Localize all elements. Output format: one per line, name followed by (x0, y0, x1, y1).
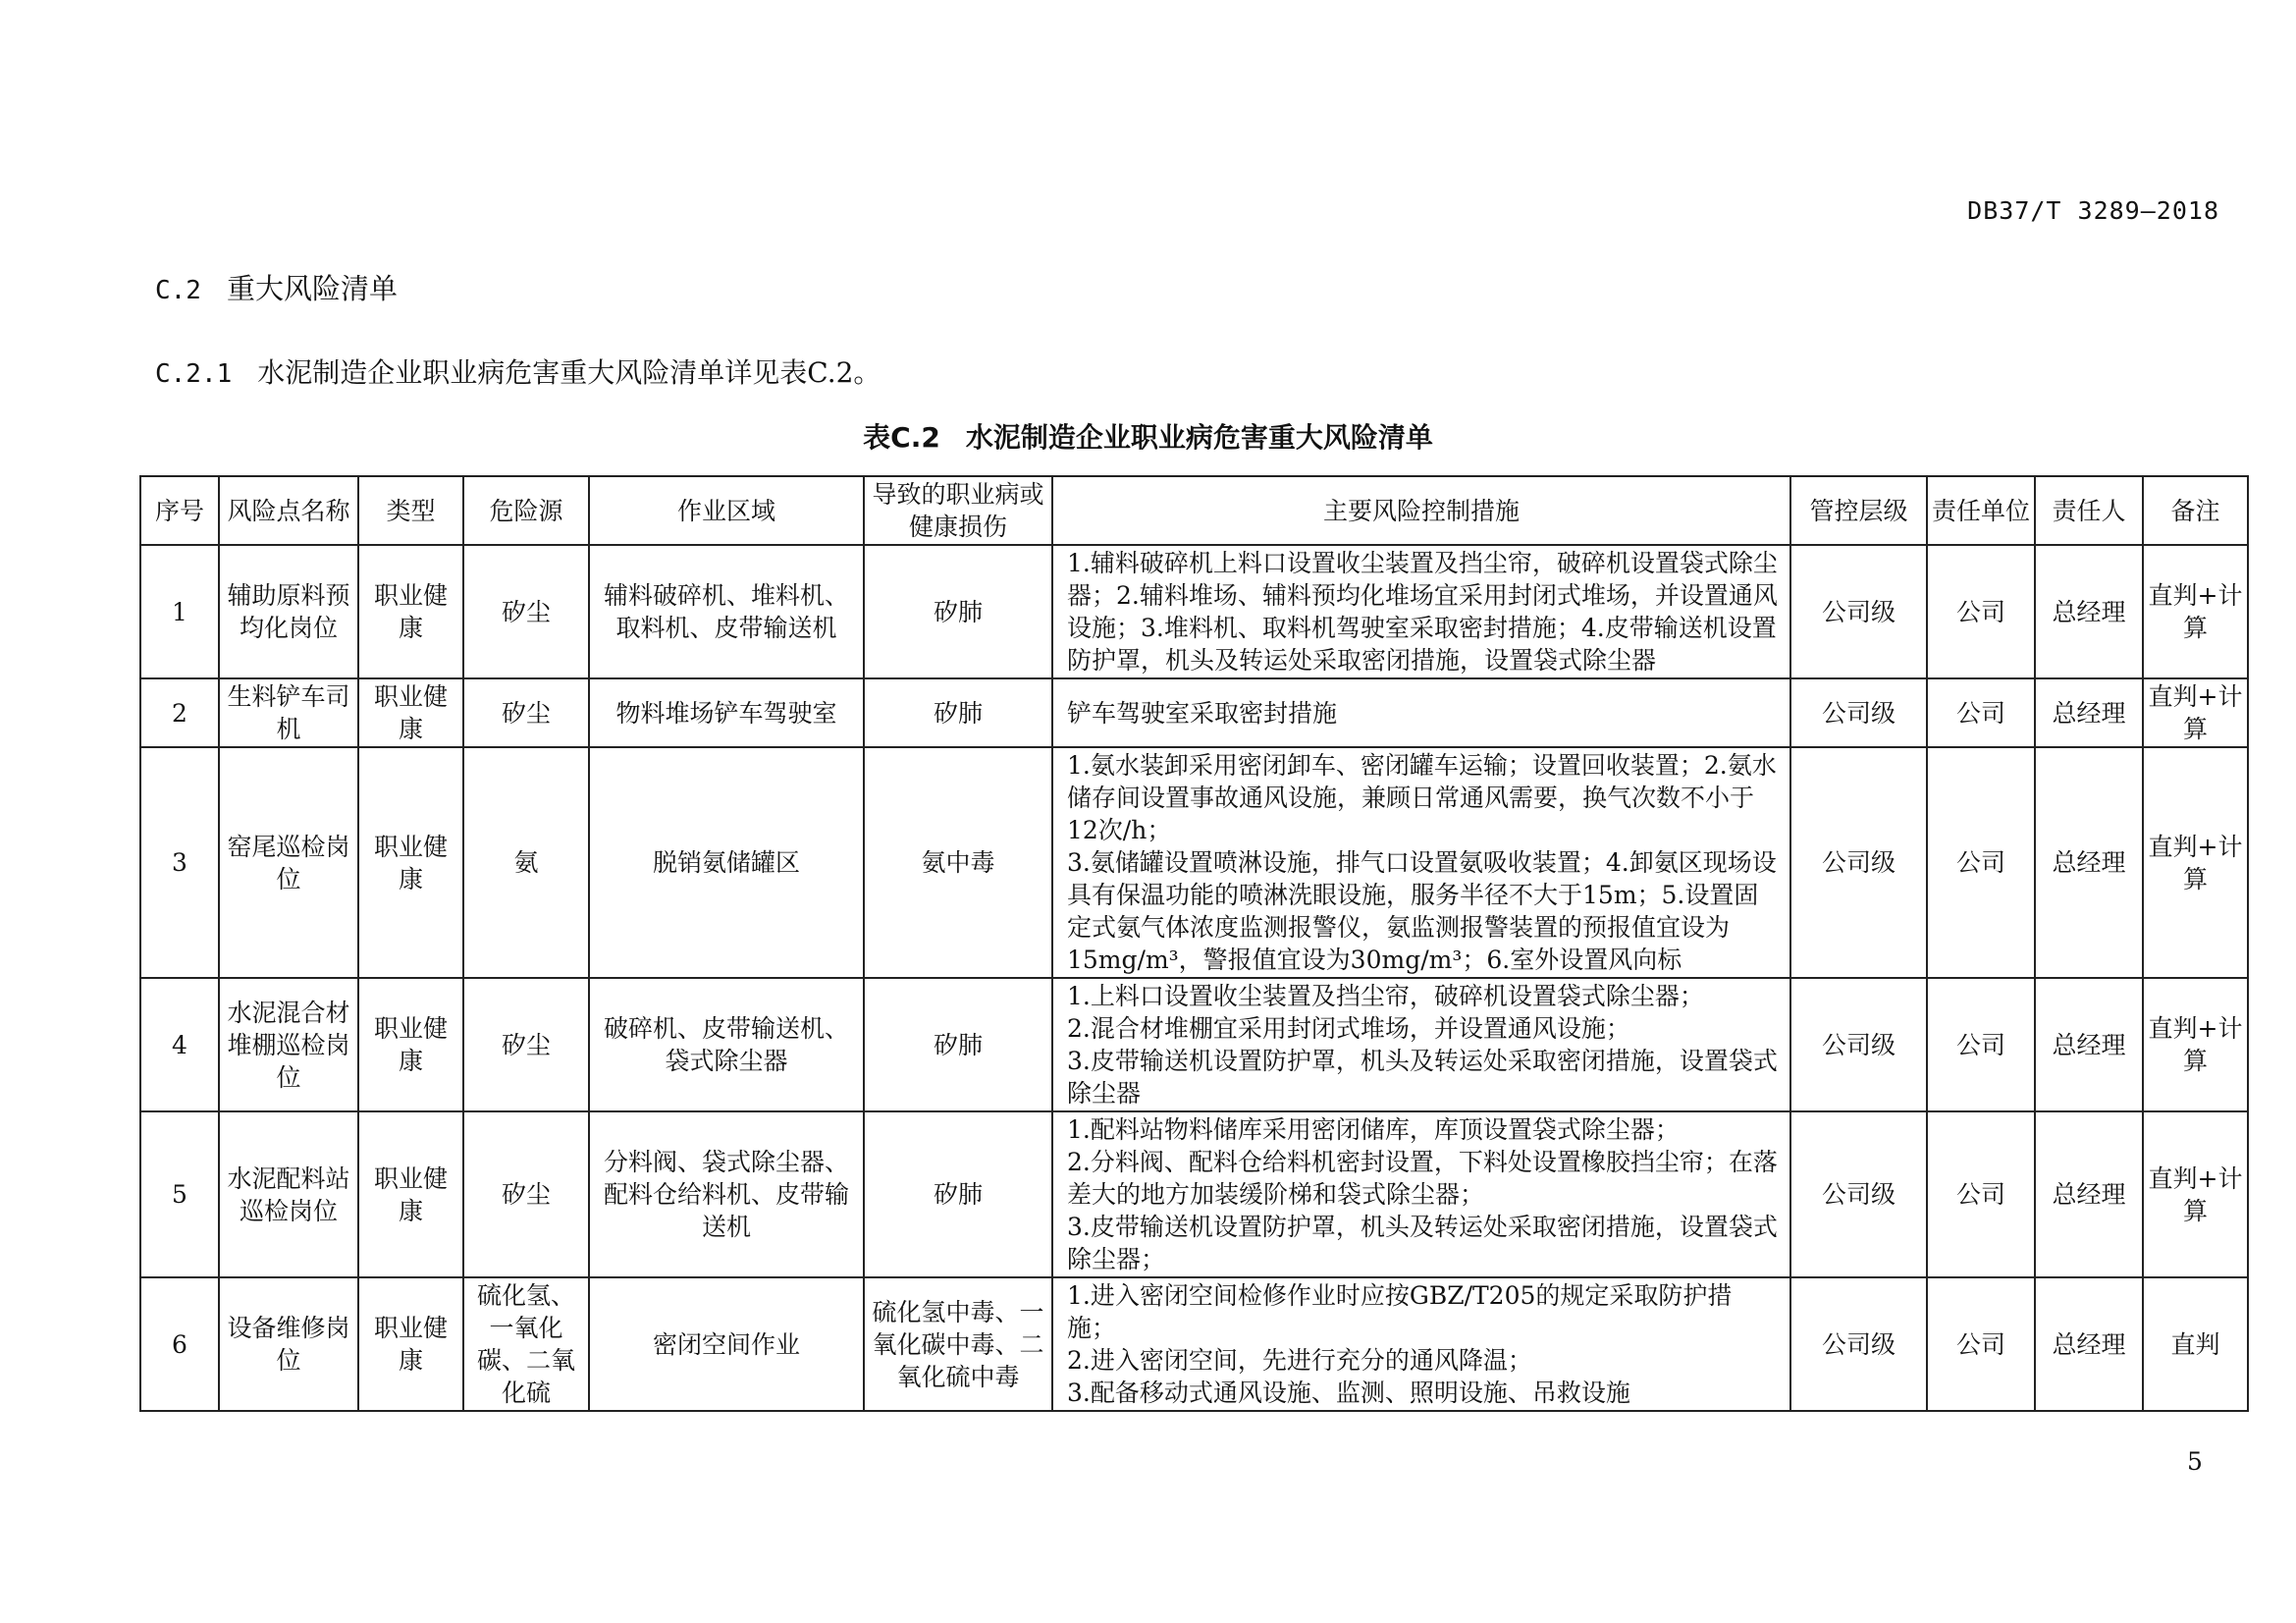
cell-measures (1052, 1277, 1790, 1411)
cell-no: 4 (140, 978, 219, 1111)
cell-unit: 公司 (1927, 747, 2035, 978)
cell-hazard: 硫化氢、一氧化碳、二氧化硫 (463, 1277, 589, 1411)
table-caption-number: 表C.2 (863, 421, 940, 454)
cell-type: 职业健康 (358, 678, 463, 747)
table-row (140, 978, 2248, 1111)
cell-risk-point: 生料铲车司机 (219, 678, 358, 747)
cell-no: 6 (140, 1277, 219, 1411)
cell-type: 职业健康 (358, 1277, 463, 1411)
cell-person: 总经理 (2035, 978, 2143, 1111)
cell-disease: 硫化氢中毒、一氧化碳中毒、二氧化硫中毒 (864, 1277, 1052, 1411)
page-number: 5 (2187, 1447, 2203, 1476)
cell-risk-point: 设备维修岗位 (219, 1277, 358, 1411)
section-title: 重大风险清单 (226, 272, 398, 305)
cell-hazard: 矽尘 (463, 978, 589, 1111)
column-header: 作业区域 (589, 476, 864, 545)
cell-remark: 直判+计算 (2143, 545, 2248, 678)
cell-area: 分料阀、袋式除尘器、配料仓给料机、皮带输送机 (589, 1111, 864, 1277)
cell-type: 职业健康 (358, 1111, 463, 1277)
measure-line: 1.氨水装卸采用密闭卸车、密闭罐车运输；设置回收装置；2.氨水储存间设置事故通风设施，兼顾日常通风需要，换气次数不小于12次/h； (1067, 751, 1777, 844)
cell-type: 职业健康 (358, 978, 463, 1111)
section-heading (155, 267, 398, 307)
cell-hazard: 矽尘 (463, 545, 589, 678)
cell-disease: 矽肺 (864, 545, 1052, 678)
column-header: 管控层级 (1790, 476, 1927, 545)
cell-measures (1052, 678, 1790, 747)
cell-hazard: 矽尘 (463, 678, 589, 747)
cell-remark: 直判+计算 (2143, 1111, 2248, 1277)
cell-type: 职业健康 (358, 747, 463, 978)
cell-no: 3 (140, 747, 219, 978)
cell-disease: 矽肺 (864, 1111, 1052, 1277)
document-code: DB37/T 3289—2018 (1967, 196, 2219, 225)
table-row (140, 545, 2248, 678)
measure-line: 3.配备移动式通风设施、监测、照明设施、吊救设施 (1067, 1379, 1630, 1407)
cell-risk-point: 辅助原料预均化岗位 (219, 545, 358, 678)
table-row (140, 1277, 2248, 1411)
cell-no: 2 (140, 678, 219, 747)
column-header: 导致的职业病或健康损伤 (864, 476, 1052, 545)
measure-line: 铲车驾驶室采取密封措施 (1067, 698, 1338, 728)
cell-disease: 矽肺 (864, 678, 1052, 747)
table-row (140, 1111, 2248, 1277)
cell-person: 总经理 (2035, 747, 2143, 978)
cell-measures (1052, 978, 1790, 1111)
cell-hazard: 氨 (463, 747, 589, 978)
measure-line: 3.氨储罐设置喷淋设施，排气口设置氨吸收装置；4.卸氨区现场设具有保温功能的喷淋洗眼设施，服务半径不大于15m；5.设置固定式氨气体浓度监测报警仪，氨监测报警装置的预报值宜设为15mg/m³，警报值宜设为30mg/m³；6.室外设置风向标 (1067, 848, 1777, 974)
cell-area: 辅料破碎机、堆料机、取料机、皮带输送机 (589, 545, 864, 678)
cell-remark: 直判+计算 (2143, 678, 2248, 747)
cell-no: 5 (140, 1111, 219, 1277)
table-caption-title: 水泥制造企业职业病危害重大风险清单 (965, 421, 1433, 454)
subsection-paragraph (155, 352, 881, 391)
cell-disease: 矽肺 (864, 978, 1052, 1111)
measure-line: 2.混合材堆棚宜采用封闭式堆场，并设置通风设施； (1067, 1014, 1630, 1043)
cell-area: 物料堆场铲车驾驶室 (589, 678, 864, 747)
measure-line: 2.进入密闭空间，先进行充分的通风降温； (1067, 1346, 1532, 1375)
column-header: 责任人 (2035, 476, 2143, 545)
column-header: 责任单位 (1927, 476, 2035, 545)
cell-remark: 直判+计算 (2143, 978, 2248, 1111)
cell-level: 公司级 (1790, 747, 1927, 978)
cell-risk-point: 水泥配料站巡检岗位 (219, 1111, 358, 1277)
cell-unit: 公司 (1927, 1111, 2035, 1277)
risk-table (139, 475, 2249, 1412)
cell-level: 公司级 (1790, 978, 1927, 1111)
measure-line: 1.配料站物料储库采用密闭储库，库顶设置袋式除尘器； (1067, 1115, 1680, 1144)
measure-line: 1.进入密闭空间检修作业时应按GBZ/T205的规定采取防护措施； (1067, 1281, 1733, 1342)
cell-type: 职业健康 (358, 545, 463, 678)
cell-risk-point: 窑尾巡检岗位 (219, 747, 358, 978)
cell-level: 公司级 (1790, 545, 1927, 678)
cell-remark: 直判+计算 (2143, 747, 2248, 978)
column-header: 主要风险控制措施 (1052, 476, 1790, 545)
table-caption (0, 416, 2296, 456)
cell-area: 密闭空间作业 (589, 1277, 864, 1411)
cell-area: 脱销氨储罐区 (589, 747, 864, 978)
cell-area: 破碎机、皮带输送机、袋式除尘器 (589, 978, 864, 1111)
table-row (140, 678, 2248, 747)
cell-measures (1052, 747, 1790, 978)
measure-line: 1.辅料破碎机上料口设置收尘装置及挡尘帘，破碎机设置袋式除尘器；2.辅料堆场、辅料预均化堆场宜采用封闭式堆场，并设置通风设施；3.堆料机、取料机驾驶室采取密封措施；4.皮带输送机设置防护罩，机头及转运处采取密闭措施，设置袋式除尘器 (1067, 549, 1778, 675)
cell-unit: 公司 (1927, 978, 2035, 1111)
column-header: 危险源 (463, 476, 589, 545)
cell-disease: 氨中毒 (864, 747, 1052, 978)
cell-person: 总经理 (2035, 545, 2143, 678)
cell-measures (1052, 1111, 1790, 1277)
cell-remark: 直判 (2143, 1277, 2248, 1411)
measure-line: 3.皮带输送机设置防护罩，机头及转运处采取密闭措施，设置袋式除尘器； (1067, 1213, 1778, 1273)
cell-level: 公司级 (1790, 1111, 1927, 1277)
column-header: 类型 (358, 476, 463, 545)
subsection-text: 水泥制造企业职业病危害重大风险清单详见表C.2。 (257, 356, 881, 389)
cell-measures (1052, 545, 1790, 678)
cell-no: 1 (140, 545, 219, 678)
column-header: 备注 (2143, 476, 2248, 545)
cell-person: 总经理 (2035, 1277, 2143, 1411)
subsection-number: C.2.1 (155, 359, 233, 389)
section-number: C.2 (155, 276, 201, 305)
measure-line: 2.分料阀、配料仓给料机密封设置，下料处设置橡胶挡尘帘；在落差大的地方加装缓阶梯和袋式除尘器； (1067, 1148, 1778, 1209)
cell-unit: 公司 (1927, 1277, 2035, 1411)
measure-line: 3.皮带输送机设置防护罩，机头及转运处采取密闭措施，设置袋式除尘器 (1067, 1047, 1778, 1108)
cell-risk-point: 水泥混合材堆棚巡检岗位 (219, 978, 358, 1111)
table-row (140, 747, 2248, 978)
cell-person: 总经理 (2035, 1111, 2143, 1277)
cell-unit: 公司 (1927, 545, 2035, 678)
table-header-row (140, 476, 2248, 545)
column-header: 风险点名称 (219, 476, 358, 545)
cell-level: 公司级 (1790, 678, 1927, 747)
cell-person: 总经理 (2035, 678, 2143, 747)
measure-line: 1.上料口设置收尘装置及挡尘帘，破碎机设置袋式除尘器； (1067, 982, 1704, 1010)
cell-unit: 公司 (1927, 678, 2035, 747)
column-header: 序号 (140, 476, 219, 545)
cell-level: 公司级 (1790, 1277, 1927, 1411)
cell-hazard: 矽尘 (463, 1111, 589, 1277)
